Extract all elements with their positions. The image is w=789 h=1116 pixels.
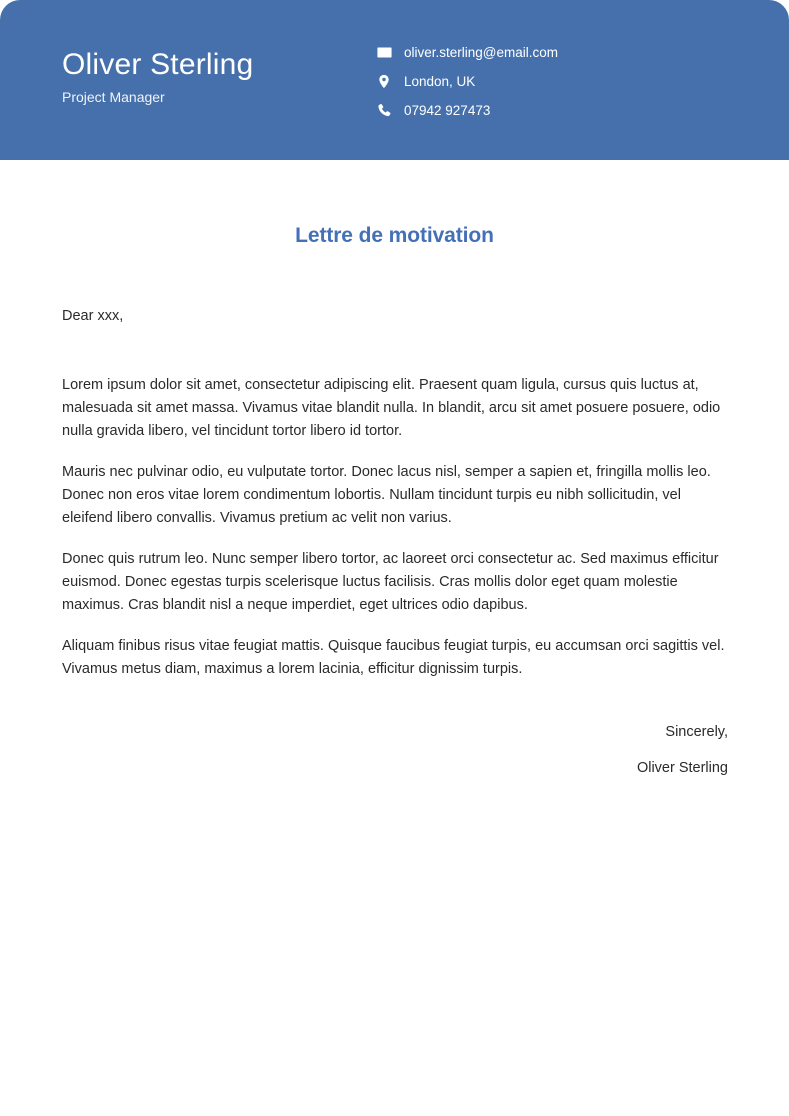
letter-body	[62, 305, 729, 681]
letter-paragraph: Lorem ipsum dolor sit amet, consectetur adipiscing elit. Praesent quam ligula, cursus quis luctus at, malesuada sit amet massa. Vivamus vitae blandit nulla. In blandit, arcu sit amet posuere posuere, odio nulla gravida libero, vel tincidunt tortor libero id tortor.	[62, 377, 721, 439]
letter-paragraph: Mauris nec pulvinar odio, eu vulputate tortor. Donec lacus nisl, semper a sapien et, fringilla mollis leo. Donec non eros vitae lorem condimentum lobortis. Nullam tincidunt turpis eu nibh sollicitudin, vel eleifend libero convallis. Vivamus pretium ac velit non varius.	[62, 464, 711, 526]
map-pin-icon	[375, 73, 393, 91]
letter-title: Lettre de motivation	[295, 224, 494, 247]
contact-row-email	[375, 38, 558, 67]
envelope-icon	[375, 44, 393, 62]
candidate-job-title: Project Manager	[62, 89, 165, 105]
contact-value-email: oliver.sterling@email.com	[404, 44, 559, 60]
letter-paragraph: Aliquam finibus risus vitae feugiat mattis. Quisque faucibus feugiat turpis, eu accumsan orci sagittis vel. Vivamus metus diam, maximus a lorem lacinia, efficitur dignissim turpis.	[62, 638, 725, 677]
contact-row-location	[375, 67, 558, 96]
contact-value-location: London, UK	[404, 73, 476, 89]
phone-icon	[375, 102, 393, 120]
contact-value-phone: 07942 927473	[404, 102, 491, 118]
letter-signature-name: Oliver Sterling	[636, 760, 728, 776]
letter-salutation: Dear xxx,	[62, 308, 124, 324]
letter-closing-block	[428, 721, 728, 780]
letter-closing: Sincerely,	[665, 724, 728, 740]
contact-details-list	[375, 38, 558, 125]
document-header-banner	[0, 0, 789, 160]
identity-block	[62, 48, 253, 106]
letter-paragraph: Donec quis rutrum leo. Nunc semper libero tortor, ac laoreet orci consectetur ac. Sed maximus efficitur euismod. Donec egestas turpis scelerisque luctus facilisis. Cras mollis dolor eget quam molestie maximus. Cras blandit nisl a neque imperdiet, eget ultrices odio dapibus.	[62, 551, 719, 613]
contact-row-phone	[375, 96, 558, 125]
candidate-name: Oliver Sterling	[62, 48, 254, 81]
